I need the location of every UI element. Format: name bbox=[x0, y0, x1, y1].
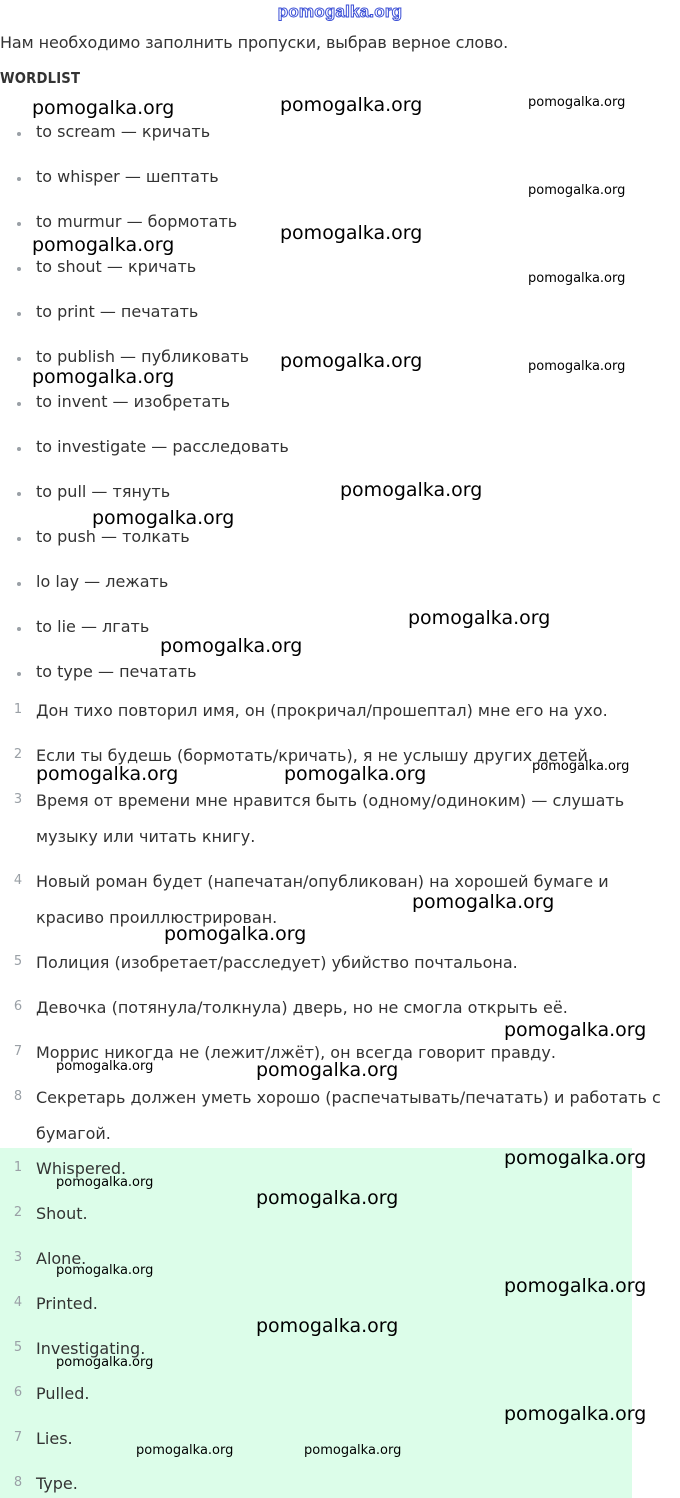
answer-text: Investigating. bbox=[36, 1339, 146, 1358]
answer-text: Whispered. bbox=[36, 1159, 127, 1178]
intro-text: Нам необходимо заполнить пропуски, выбрав верное слово. bbox=[0, 33, 509, 52]
bullet-icon bbox=[17, 537, 21, 541]
watermark: pomogalka.org bbox=[56, 1175, 154, 1190]
watermark: pomogalka.org bbox=[256, 1187, 399, 1209]
watermark: pomogalka.org bbox=[412, 891, 555, 913]
wordlist-item-text: to whisper — шептать bbox=[36, 167, 219, 186]
bullet-icon bbox=[17, 582, 21, 586]
answer-number: 6 bbox=[13, 1385, 23, 1400]
watermark: pomogalka.org bbox=[504, 1403, 647, 1425]
task-text: Если ты будешь (бормотать/кричать), я не услышу других детей. bbox=[36, 746, 593, 765]
task-number: 2 bbox=[13, 747, 23, 762]
answer-number: 5 bbox=[13, 1340, 23, 1355]
bullet-icon bbox=[17, 492, 21, 496]
watermark: pomogalka.org bbox=[280, 94, 423, 116]
answer-text: Shout. bbox=[36, 1204, 88, 1223]
wordlist-item-text: to invent — изобретать bbox=[36, 392, 231, 411]
task-text: Девочка (потянула/толкнула) дверь, но не смогла открыть её. bbox=[36, 998, 568, 1017]
answer-text: Printed. bbox=[36, 1294, 98, 1313]
task-text: Моррис никогда не (лежит/лжёт), он всегда говорит правду. bbox=[36, 1043, 556, 1062]
wordlist-item-text: to type — печатать bbox=[36, 662, 197, 681]
answer-number: 2 bbox=[13, 1205, 23, 1220]
watermark: pomogalka.org bbox=[256, 1315, 399, 1337]
task-number: 4 bbox=[13, 873, 23, 888]
watermark: pomogalka.org bbox=[56, 1059, 154, 1074]
wordlist-item-text: to print — печатать bbox=[36, 302, 199, 321]
wordlist-item-text: to shout — кричать bbox=[36, 257, 197, 276]
answer-text: Alone. bbox=[36, 1249, 87, 1268]
answer-item bbox=[0, 1472, 632, 1498]
watermark: pomogalka.org bbox=[504, 1147, 647, 1169]
watermark: pomogalka.org bbox=[164, 923, 307, 945]
watermark: pomogalka.org bbox=[32, 97, 175, 119]
watermark: pomogalka.org bbox=[528, 95, 626, 110]
task-text: Время от времени мне нравится быть (одному/одиноким) — слушать музыку или читать книгу. bbox=[36, 791, 625, 846]
answer-number: 8 bbox=[13, 1475, 23, 1490]
bullet-icon bbox=[17, 312, 21, 316]
site-logo[interactable]: pomogalka.org bbox=[277, 2, 403, 21]
task-text: Полиция (изобретает/расследует) убийство почтальона. bbox=[36, 953, 518, 972]
watermark: pomogalka.org bbox=[528, 271, 626, 286]
bullet-icon bbox=[17, 267, 21, 271]
watermark: pomogalka.org bbox=[56, 1355, 154, 1370]
answer-text: Pulled. bbox=[36, 1384, 90, 1403]
answer-number: 4 bbox=[13, 1295, 23, 1310]
task-number: 3 bbox=[13, 792, 23, 807]
answer-text: Lies. bbox=[36, 1429, 73, 1448]
wordlist-item-text: to investigate — расследовать bbox=[36, 437, 289, 456]
task-text: Дон тихо повторил имя, он (прокричал/прошептал) мне его на ухо. bbox=[36, 701, 608, 720]
wordlist-item-text: to push — толкать bbox=[36, 527, 190, 546]
watermark: pomogalka.org bbox=[284, 763, 427, 785]
answer-number: 1 bbox=[13, 1160, 23, 1175]
wordlist-item-text: lo lay — лежать bbox=[36, 572, 169, 591]
task-number: 5 bbox=[13, 954, 23, 969]
task-number: 1 bbox=[13, 702, 23, 717]
watermark: pomogalka.org bbox=[528, 359, 626, 374]
answer-number: 3 bbox=[13, 1250, 23, 1265]
task-number: 8 bbox=[13, 1089, 23, 1104]
wordlist-item-text: to lie — лгать bbox=[36, 617, 150, 636]
task-number: 6 bbox=[13, 999, 23, 1014]
wordlist-item-text: to murmur — бормотать bbox=[36, 212, 238, 231]
watermark: pomogalka.org bbox=[92, 507, 235, 529]
bullet-icon bbox=[17, 357, 21, 361]
watermark: pomogalka.org bbox=[136, 1443, 234, 1458]
watermark: pomogalka.org bbox=[504, 1019, 647, 1041]
watermark: pomogalka.org bbox=[304, 1443, 402, 1458]
task-text: Секретарь должен уметь хорошо (распечатывать/печатать) и работать с бумагой. bbox=[36, 1088, 661, 1143]
watermark: pomogalka.org bbox=[56, 1263, 154, 1278]
bullet-icon bbox=[17, 132, 21, 136]
watermark: pomogalka.org bbox=[280, 222, 423, 244]
wordlist-item-text: to publish — публиковать bbox=[36, 347, 249, 366]
wordlist-heading: WORDLIST bbox=[0, 69, 81, 87]
watermark: pomogalka.org bbox=[256, 1059, 399, 1081]
watermark: pomogalka.org bbox=[32, 366, 175, 388]
watermark: pomogalka.org bbox=[532, 759, 630, 774]
task-number: 7 bbox=[13, 1044, 23, 1059]
bullet-icon bbox=[17, 177, 21, 181]
watermark: pomogalka.org bbox=[340, 479, 483, 501]
bullet-icon bbox=[17, 402, 21, 406]
bullet-icon bbox=[17, 627, 21, 631]
watermark: pomogalka.org bbox=[280, 350, 423, 372]
bullet-icon bbox=[17, 672, 21, 676]
answer-number: 7 bbox=[13, 1430, 23, 1445]
watermark: pomogalka.org bbox=[504, 1275, 647, 1297]
watermark: pomogalka.org bbox=[160, 635, 303, 657]
task-text: Новый роман будет (напечатан/опубликован) на хорошей бумаге и красиво проиллюстрирован. bbox=[36, 872, 609, 927]
wordlist-item-text: to scream — кричать bbox=[36, 122, 211, 141]
wordlist-item-text: to pull — тянуть bbox=[36, 482, 171, 501]
watermark: pomogalka.org bbox=[528, 183, 626, 198]
watermark: pomogalka.org bbox=[36, 763, 179, 785]
answer-text: Type. bbox=[36, 1474, 78, 1493]
bullet-icon bbox=[17, 222, 21, 226]
bullet-icon bbox=[17, 447, 21, 451]
watermark: pomogalka.org bbox=[32, 234, 175, 256]
watermark: pomogalka.org bbox=[408, 607, 551, 629]
